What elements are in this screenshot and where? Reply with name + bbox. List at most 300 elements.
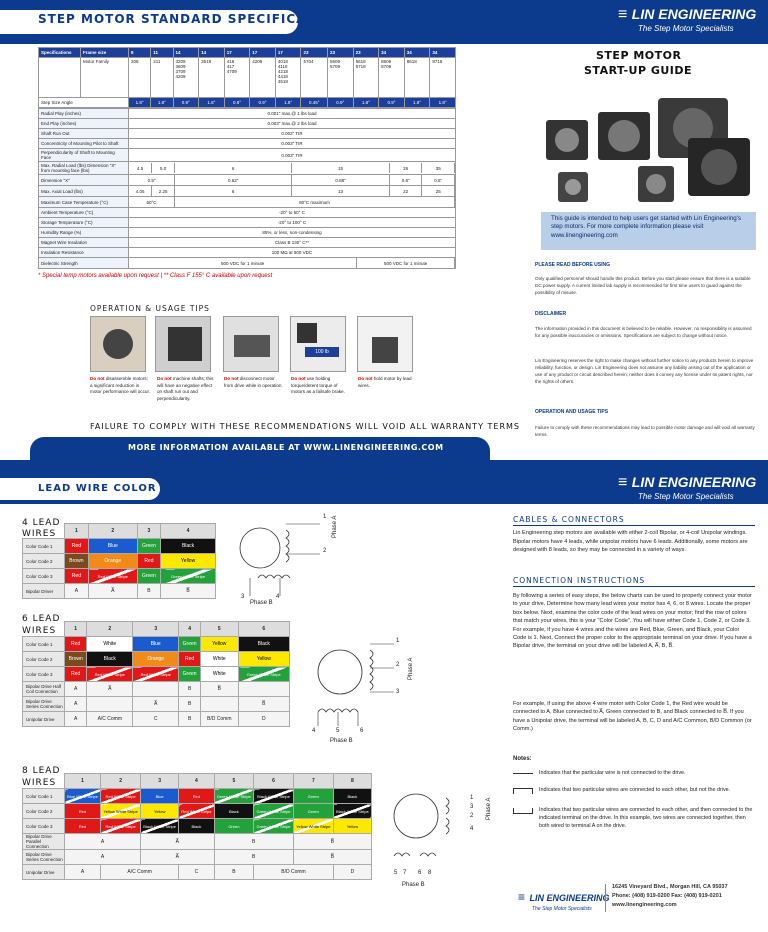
- spec-family: 4209: [250, 58, 276, 98]
- spec-table-wrap: [38, 47, 456, 279]
- wire-cell: Red White Stripe: [133, 667, 179, 682]
- footer-address: 16245 Vineyard Blvd., Morgan Hill, CA 95037: [612, 884, 728, 890]
- motors-illustration: [538, 80, 766, 208]
- note-2-text: Indicates that two particular wires are connected to each other, but not the drive.: [539, 787, 731, 793]
- spec-family: 211: [151, 58, 173, 98]
- more-info-text: MORE INFORMATION AVAILABLE AT WWW.LINENGINEERING.COM: [128, 443, 444, 452]
- d8-n2: 2: [470, 813, 474, 819]
- spec-row-label: Storage Temperature (°C): [39, 218, 129, 228]
- wire-col-head: 1: [65, 622, 87, 637]
- wire-col-head: 7: [293, 774, 333, 789]
- spec-col-head: 34: [404, 48, 430, 58]
- spec-col-head: 17: [224, 48, 250, 58]
- spec-val: 0.5": [422, 175, 455, 185]
- ops-head: OPERATION AND USAGE TIPS: [535, 409, 609, 415]
- wire-col-head: 1: [65, 774, 101, 789]
- tip-dont: Do not: [358, 376, 373, 381]
- conn-text1: By following a series of easy steps, the below charts can be used to properly connect your motor to your drive. Determine how many lead wires your motor has 4, 6, or 8 wires. Locate the proper box below. Next, examine the color code of the lead wires on your motor; find the row of colors that match your wires, this is your "Color Code". You will have either Code 1, Code 2, or Code 3. For example, if you have 4 wires and the wires are Red, Blue, Green, and Black, your Color Code is 1. Next, Connect the proper color to the appropriate terminal on your drive. If you have a Bipolar drive, the terminal on your drive will be labeled A, A̅, B, B̅.: [513, 593, 752, 650]
- wire-cell: Black White Stripe: [141, 819, 179, 834]
- top-header-title: STEP MOTOR STANDARD SPECIFICATIONS: [38, 12, 353, 26]
- note-1-text: Indicates that the particular wire is not connected to the drive.: [539, 770, 686, 776]
- six-title2: WIRES: [22, 626, 57, 636]
- spec-family: 8618: [404, 58, 430, 98]
- wire-cell: Red White Stripe: [179, 804, 214, 819]
- ops-text: Failure to comply with these recommendations may lead to possible motor damage and will void all warranty terms.: [535, 425, 755, 437]
- wire-row: [23, 850, 372, 865]
- wire-cell: B/D Comm: [201, 712, 238, 727]
- wire-header-row: [23, 524, 216, 539]
- footer-logo-tagline: The Step Motor Specialists: [532, 906, 592, 912]
- d6-n5: 5: [336, 728, 340, 734]
- wire-row-label: Color Code 1: [23, 539, 65, 554]
- spec-row-values: [129, 186, 456, 197]
- tip-text: [90, 376, 150, 396]
- wire-cell: Black: [179, 819, 214, 834]
- tip-body: machine shafts; this will have an negative effect on shaft run out and perpendicularity.: [157, 376, 214, 401]
- wire-cell: B/D Comm: [254, 865, 334, 880]
- tip-body: disconnect motor from drive while in operation.: [224, 376, 283, 388]
- d8-n7: 7: [403, 870, 407, 876]
- footer-phone: Phone: (408) 919-0200 Fax: (408) 919-0201: [612, 893, 722, 899]
- wire-cell: White: [87, 637, 133, 652]
- spec-val: 26: [389, 163, 422, 173]
- spec-col-head: 8: [129, 48, 151, 58]
- d6-n6: 6: [360, 728, 364, 734]
- wire-row: [23, 667, 290, 682]
- wire-row-label: Bipolar Drive Parallel Connection: [23, 834, 65, 850]
- note-1: [513, 770, 753, 776]
- spec-row-value: 0.002" TIR: [129, 129, 456, 139]
- wire-cell: Green: [137, 539, 160, 554]
- wire-cell: Red: [65, 637, 87, 652]
- wire-col-head: 6: [238, 622, 290, 637]
- disc-head: DISCLAIMER: [535, 311, 567, 317]
- lead-header-title: LEAD WIRE COLOR CODE: [38, 483, 196, 494]
- note-3-symbol: [513, 808, 533, 814]
- spec-row-value: 0.001" max.@ 1 lbs load: [129, 109, 456, 119]
- wire-row: [23, 834, 372, 850]
- cables-head: CABLES & CONNECTORS: [513, 515, 755, 526]
- spec-row: [39, 238, 456, 248]
- spec-val: 0.62": [175, 175, 292, 185]
- cables-text: Lin Engineering step motors are available with either 2-coil Bipolar, or 4-coil Unipolar windings. Bipolar motors have 4 leads, while unipolar motors have 6 leads. Additionally, some motors are designed with 8 leads, so they may be connected in a variety of ways.: [513, 530, 748, 554]
- spec-header-row: [39, 48, 456, 58]
- spec-step: 0.9°: [379, 98, 405, 108]
- note-2: [513, 786, 753, 794]
- wire-cell: Red White Stripe: [101, 819, 141, 834]
- wire-cell: B: [214, 865, 254, 880]
- tip-text: [291, 376, 351, 396]
- four-lead-table: [22, 523, 216, 599]
- wire-cell: B: [214, 850, 293, 865]
- wire-cell: Black: [333, 789, 371, 804]
- spec-row-maxradial: [39, 162, 456, 175]
- diagram-8-lead: [390, 790, 500, 890]
- note-1-symbol: [513, 773, 533, 774]
- spec-val: 0.8": [389, 175, 422, 185]
- wire-cell: Red: [65, 667, 87, 682]
- wire-col-head: 5: [201, 622, 238, 637]
- spec-row-label: Perpendicularity of Shaft to Mounting Face: [39, 149, 129, 162]
- wire-cell: A̅: [141, 834, 214, 850]
- wire-row: [23, 682, 290, 697]
- spec-step-row: [39, 98, 456, 108]
- footer-logo-name: LIN ENGINEERING: [529, 893, 610, 903]
- wire-row: [23, 819, 372, 834]
- wire-cell: A: [65, 682, 87, 697]
- spec-row-value: 85%, or less, non-condensing: [129, 228, 456, 238]
- footer-divider: [605, 884, 606, 912]
- wire-cell: D: [333, 865, 371, 880]
- notes-head: Notes:: [513, 756, 532, 762]
- wire-cell: Yellow: [161, 554, 216, 569]
- wire-col-head: 4: [179, 774, 214, 789]
- d4-n2: 2: [323, 548, 327, 554]
- wire-row: [23, 554, 216, 569]
- spec-row-value: 0.003" max.@ 2 lbs load: [129, 119, 456, 129]
- wire-cell: Orange: [88, 554, 137, 569]
- wire-cell: Red White Stripe: [87, 667, 133, 682]
- wire-cell: B̅: [293, 850, 371, 865]
- wire-cell: [133, 682, 179, 697]
- footer-web: www.linengineering.com: [612, 902, 677, 908]
- wire-row: [23, 712, 290, 727]
- d8-phaseB: Phase B: [402, 882, 425, 888]
- four-title2: WIRES: [22, 529, 57, 539]
- tip-dont: Do not: [291, 376, 306, 381]
- disc-text1: The information provided in this document is believed to be reliable. However, no responsibility is assumed for any possible inaccuracies or omissions. Specifications are subject to change without notice.: [535, 326, 752, 338]
- spec-val: 500 VDC for 1 minute: [129, 258, 357, 268]
- spec-val: 0.88": [292, 175, 390, 185]
- spec-row-values: [129, 175, 456, 186]
- tip-dont: Do not: [224, 376, 239, 381]
- wire-row: [23, 697, 290, 712]
- warning-text: FAILURE TO COMPLY WITH THESE RECOMMENDATIONS WILL VOID ALL WARRANTY TERMS: [90, 422, 520, 431]
- wire-col-head: 2: [87, 622, 133, 637]
- d8-n3: 3: [470, 804, 474, 810]
- spec-row-label: Humidity Range (%): [39, 228, 129, 238]
- wire-col-head: 8: [333, 774, 371, 789]
- logo-mid-tagline: The Step Motor Specialists: [638, 492, 734, 501]
- d6-phaseB: Phase B: [330, 738, 353, 744]
- tip-text: [157, 376, 217, 403]
- spec-step: 0.9°: [224, 98, 250, 108]
- spec-family-label: Motor Family: [81, 58, 129, 98]
- spec-col-head: Specifications: [39, 48, 81, 58]
- wire-cell: D: [238, 712, 290, 727]
- wire-cell: B̅: [201, 682, 238, 697]
- wire-cell: Red: [179, 789, 214, 804]
- wire-cell: A: [65, 834, 141, 850]
- spec-step: 1.8°: [199, 98, 225, 108]
- spec-val: 500 VDC for 1 minute: [357, 258, 455, 268]
- wire-cell: A: [65, 865, 101, 880]
- spec-row: [39, 139, 456, 149]
- spec-family-blank: [39, 58, 81, 98]
- wire-cell: Yellow White Stripe: [101, 804, 141, 819]
- wire-row: [23, 804, 372, 819]
- wire-col-head: 1: [65, 524, 89, 539]
- wire-col-head: 4: [161, 524, 216, 539]
- spec-col-head: Frame size: [81, 48, 129, 58]
- spec-step: 1.8°: [129, 98, 151, 108]
- d4-n3: 3: [241, 594, 245, 600]
- spec-family: 3518: [199, 58, 225, 98]
- spec-col-head: 17: [275, 48, 301, 58]
- wire-row: [23, 865, 372, 880]
- note-3-text: Indicates that two particular wires are connected to each other, and then connected to the indicated terminal on the drive. In this example, two wires are connected together, then both wired to terminal A on the drive.: [539, 807, 753, 830]
- wire-cell: Red White Stripe: [101, 789, 141, 804]
- spec-row-maxaxial: [39, 186, 456, 197]
- wire-cell: Green: [293, 804, 333, 819]
- spec-val: 15: [292, 163, 390, 173]
- wire-cell: Blue: [133, 637, 179, 652]
- spec-row-values: [129, 162, 456, 175]
- spec-val: 13: [292, 186, 390, 196]
- wire-cell: Yellow: [201, 637, 238, 652]
- spec-family: 3209 3609 3709 4209: [173, 58, 199, 98]
- wire-cell: Blue: [88, 539, 137, 554]
- spec-row-value: -20° to 50° C: [129, 208, 456, 218]
- tip-body: hold motor by lead wires.: [358, 376, 412, 388]
- spec-row-label: Radial Play (inches): [39, 109, 129, 119]
- wire-row-label: Color Code 1: [23, 637, 65, 652]
- tip-image-3: [223, 316, 279, 372]
- spec-row-value: 0.003" TIR: [129, 149, 456, 162]
- spec-col-head: 23: [327, 48, 353, 58]
- tips-title: OPERATION & USAGE TIPS: [90, 304, 210, 313]
- wire-cell: Red: [65, 569, 89, 584]
- wire-col-head: 4: [179, 622, 201, 637]
- wire-cell: A/C Comm: [87, 712, 133, 727]
- spec-step: 0.9°: [250, 98, 276, 108]
- wire-cell: Black: [214, 804, 254, 819]
- wire-cell: B̅: [238, 697, 290, 712]
- logo-name: LIN ENGINEERING: [631, 6, 757, 22]
- spec-family: 4018 4118 4218 4418 4518: [275, 58, 301, 98]
- wire-col-head: 2: [88, 524, 137, 539]
- spec-family: 416 417 4709: [224, 58, 250, 98]
- footer-logo-icon: ≡: [518, 890, 526, 904]
- wire-cell: Green White Stripe: [161, 569, 216, 584]
- wire-row-label: Color Code 1: [23, 789, 65, 804]
- wire-col-head: 5: [214, 774, 254, 789]
- spec-val: 0.5": [129, 175, 175, 185]
- spec-val: 4.05: [129, 186, 152, 196]
- wire-cell: Red: [179, 652, 201, 667]
- wire-col-head: 6: [254, 774, 294, 789]
- wire-header-blank: [23, 524, 65, 539]
- spec-col-head: 14: [199, 48, 225, 58]
- spec-row-label: Max. Axial Load (lbs): [39, 186, 129, 197]
- wire-cell: B: [214, 834, 293, 850]
- wire-cell: Green: [137, 569, 160, 584]
- tip-dont: Do not: [90, 376, 105, 381]
- eight-lead-table: [22, 773, 372, 880]
- wire-row-label: Unipolar Drive: [23, 865, 65, 880]
- spec-row-dielec: [39, 258, 456, 269]
- spec-row-label: Concentricity of Mounting Pilot to Shaft: [39, 139, 129, 149]
- wire-cell: B: [179, 697, 201, 712]
- spec-row-value: -20° to 100° C: [129, 218, 456, 228]
- spec-rows-table: [38, 108, 456, 269]
- wire-cell: Orange: [133, 652, 179, 667]
- wire-cell: Black: [238, 637, 290, 652]
- spec-row-value: 100 MΩ at 500 VDC: [129, 248, 456, 258]
- diagram-4-lead: [236, 512, 346, 612]
- spec-family-row: [39, 58, 456, 98]
- note-3: [513, 806, 753, 830]
- spec-step: 0.45°: [301, 98, 328, 108]
- spec-family: 5618 5718: [353, 58, 379, 98]
- guide-intro: This guide is intended to help users get started with Lin Engineering's step motors. For more complete information please visit www.linengineering.com: [541, 212, 756, 250]
- note-2-symbol: [513, 788, 533, 794]
- conn-head: CONNECTION INSTRUCTIONS: [513, 576, 755, 587]
- wire-cell: [238, 682, 290, 697]
- wire-col-head: 3: [141, 774, 179, 789]
- diagram-6-lead: [314, 636, 424, 746]
- wire-cell: A: [65, 584, 89, 599]
- d6-n1: 1: [396, 638, 400, 644]
- logo-mid-icon: ≡: [618, 474, 628, 491]
- wire-cell: Brown: [65, 554, 89, 569]
- wire-row-label: Unipolar Drive: [23, 712, 65, 727]
- spec-row: [39, 109, 456, 119]
- tips-row: [90, 316, 470, 416]
- spec-row-temp: [39, 197, 456, 208]
- wire-cell: C: [133, 712, 179, 727]
- spec-step: 1.8°: [353, 98, 379, 108]
- d8-n1: 1: [470, 795, 474, 801]
- wire-row-label: Color Code 3: [23, 569, 65, 584]
- spec-val: 6: [175, 163, 292, 173]
- logo-icon: ≡: [618, 6, 628, 23]
- wire-row-label: Color Code 2: [23, 652, 65, 667]
- spec-row-label: Insulation Resistance: [39, 248, 129, 258]
- wire-row-label: Color Code 2: [23, 554, 65, 569]
- wire-cell: White: [201, 667, 238, 682]
- d8-phaseA: Phase A: [486, 797, 492, 820]
- spec-val: 5.0: [152, 163, 175, 173]
- wire-cell: Blue: [141, 789, 179, 804]
- spec-row: [39, 208, 456, 218]
- spec-step: 0.9°: [173, 98, 199, 108]
- logo-mid-name: LIN ENGINEERING: [631, 474, 757, 490]
- wire-cell: Red: [65, 804, 101, 819]
- wire-cell: Black White Stripe: [254, 789, 294, 804]
- spec-row-dimx: [39, 175, 456, 186]
- wire-cell: A̅: [133, 697, 179, 712]
- wire-cell: B̅: [293, 834, 371, 850]
- wire-cell: Green: [179, 667, 201, 682]
- wire-cell: A: [65, 850, 141, 865]
- wire-cell: Green White Stripe: [254, 804, 294, 819]
- spec-row-label: Magnet Wire Insulation: [39, 238, 129, 248]
- tip-body: disassemble motors; a significant reduction in motor performance will occur.: [90, 376, 150, 395]
- wire-cell: Black: [87, 652, 133, 667]
- spec-row-label: Maximum Case Temperature (°C): [39, 197, 129, 208]
- wire-col-head: 3: [137, 524, 160, 539]
- wire-cell: Black: [161, 539, 216, 554]
- wire-cell: Green White Stripe: [238, 667, 290, 682]
- tip-image-4: [290, 316, 346, 372]
- d8-n6: 6: [418, 870, 422, 876]
- wire-cell: A̅: [87, 682, 133, 697]
- wire-cell: Red White Stripe: [88, 569, 137, 584]
- wire-row-label: Bipolar Drive Half Coil Connection: [23, 682, 65, 697]
- six-lead-table: [22, 621, 290, 727]
- wire-col-head: 2: [101, 774, 141, 789]
- spec-col-head: 11: [151, 48, 173, 58]
- wire-row-label: Bipolar Drive Series Connection: [23, 697, 65, 712]
- spec-family: 5704: [301, 58, 328, 98]
- wire-cell: A̅: [141, 850, 214, 865]
- spec-step: 1.8°: [404, 98, 430, 108]
- spec-row: [39, 228, 456, 238]
- wire-cell: Yellow: [141, 804, 179, 819]
- wire-cell: Black White Stripe: [333, 804, 371, 819]
- spec-val: 2.25: [152, 186, 175, 196]
- wire-cell: B: [137, 584, 160, 599]
- wire-cell: A/C Comm: [101, 865, 179, 880]
- d6-phaseA: Phase A: [408, 657, 414, 680]
- spec-row-value: 0.003" TIR: [129, 139, 456, 149]
- wire-cell: [87, 697, 133, 712]
- spec-row: [39, 218, 456, 228]
- spec-step: 1.8°: [430, 98, 456, 108]
- wire-cell: Brown: [65, 652, 87, 667]
- wire-cell: Yellow White Stripe: [293, 819, 333, 834]
- spec-step: 1.8°: [275, 98, 301, 108]
- wire-cell: A: [65, 712, 87, 727]
- spec-family: 8609 8709: [379, 58, 405, 98]
- conn-text2: For example, if using the above 4 wire motor with Color Code 1, the Red wire would be connected to A, Blue connected to A̅, Green connected to B, and Black connected to B̅. If you have a Unipolar drive, the terminal will be labeled A, B, C, D and A/C Common, B/D Common (or Comm.): [513, 701, 752, 733]
- d6-n4: 4: [312, 728, 316, 734]
- d4-phaseA: Phase A: [332, 515, 338, 538]
- wire-cell: Green: [293, 789, 333, 804]
- spec-row-label: Shaft Run Out: [39, 129, 129, 139]
- wire-cell: Red: [65, 819, 101, 834]
- wire-row-label: Bipolar Driver: [23, 584, 65, 599]
- d6-n3: 3: [396, 689, 400, 695]
- wire-row: [23, 789, 372, 804]
- disc-text2: Lin Engineering reserves the right to make changes without further notice to any products herein to improve reliability, function, or design. Lin Engineering does not assume any liability arising out of the application or use of any product or circuit described herein; neither does it convey any license under its patent rights, nor the rights of others.: [535, 358, 754, 384]
- wire-row: [23, 569, 216, 584]
- d6-n2: 2: [396, 662, 400, 668]
- footer-logo: [518, 888, 609, 912]
- spec-row: [39, 129, 456, 139]
- wire-cell: B: [179, 682, 201, 697]
- spec-val: 6: [175, 186, 292, 196]
- guide-title2: START-UP GUIDE: [584, 64, 693, 77]
- wire-row-label: Color Code 3: [23, 819, 65, 834]
- tip-dont: Do not: [157, 376, 172, 381]
- wire-cell: A: [65, 697, 87, 712]
- tip-text: [224, 376, 284, 389]
- read-head: PLEASE READ BEFORE USING: [535, 262, 611, 268]
- spec-table: [38, 47, 456, 108]
- wire-col-head: 3: [133, 622, 179, 637]
- logo-mid: [618, 474, 756, 501]
- spec-row-label: Ambient Temperature (°C): [39, 208, 129, 218]
- spec-row: [39, 149, 456, 162]
- spec-val: 4.5: [129, 163, 152, 173]
- spec-val: 60°C: [129, 197, 175, 207]
- wire-cell: B: [179, 712, 201, 727]
- wire-cell: Red: [137, 554, 160, 569]
- spec-family: 208: [129, 58, 151, 98]
- spec-step-label: Step Size Angle: [39, 98, 129, 108]
